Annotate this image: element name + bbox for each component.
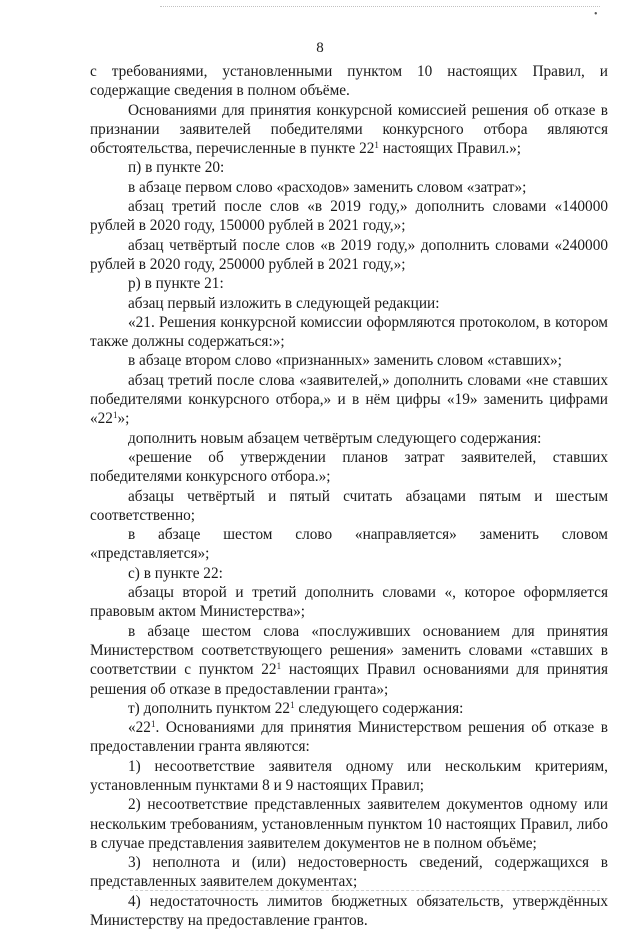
paragraph: с) в пункте 22:	[128, 564, 223, 582]
paragraph: дополнить новым абзацем четвёртым следующего содержания:	[128, 429, 542, 447]
document-body	[90, 62, 608, 930]
scan-mark: •	[594, 9, 598, 20]
paragraph: абзац четвёртый после слов «в 2019 году,» дополнить словами «240000 рублей в 2020 году, 250000 рублей в 2021 году,»;	[90, 236, 608, 273]
paragraph: с требованиями, установленными пунктом 10 настоящих Правил, и содержащие сведения в полном объёме.	[90, 63, 608, 100]
page-number: 8	[316, 40, 324, 56]
scan-artifact-bottom	[130, 890, 600, 895]
paragraph: абзацы четвёртый и пятый считать абзацами пятым и шестым соответственно;	[90, 487, 608, 524]
paragraph: Основаниями для принятия конкурсной комиссией решения об отказе в признании заявителей победителями конкурсного отбора являются обстоятельства, перечисленные в пункте $22^1$ настоящих Правил.»;	[90, 101, 608, 158]
paragraph: абзац третий после слов «в 2019 году,» дополнить словами «140000 рублей в 2020 году, 150000 рублей в 2021 году,»;	[90, 198, 608, 235]
paragraph: п) в пункте 20:	[128, 159, 225, 177]
paragraph: абзац первый изложить в следующей редакции:	[128, 294, 440, 312]
paragraph: «решение об утверждении планов затрат заявителей, ставших победителями конкурсного отбора.»;	[90, 448, 608, 486]
paragraph: 3) неполнота и (или) недостоверность сведений, содержащихся в представленных заявителем документах;	[90, 854, 608, 891]
paragraph: т) дополнить пунктом $22^1$ следующего содержания:	[128, 699, 464, 717]
paragraph: в абзаце втором слово «признанных» заменить словом «ставших»;	[128, 352, 562, 370]
paragraph: абзацы второй и третий дополнить словами «, которое оформляется правовым актом Министерства»;	[90, 584, 608, 621]
paragraph: в абзаце шестом слова «послуживших основанием для принятия Министерством соответствующего решения» заменить словами «ставших в соответствии с пунктом $22^1$ настоящих Правил основаниями для принятия решения об отказе в предоставлении гранта»;	[90, 622, 609, 698]
paragraph: «21. Решения конкурсной комиссии оформляются протоколом, в котором также должны содержаться:»;	[90, 313, 608, 351]
paragraph: 1) несоответствие заявителя одному или нескольким критериям, установленным пунктами 8 и 9 настоящих Правил;	[90, 757, 608, 794]
paragraph: «$22^1$. Основаниями для принятия Министерством решения об отказе в предоставлении гранта являются:	[90, 719, 608, 756]
scan-artifact-top	[160, 6, 600, 13]
paragraph: абзац третий после слова «заявителей,» дополнить словами «не ставших победителями конкурсного отбора,» и в нём цифры «19» заменить цифрами «$22^1$»;	[90, 371, 608, 428]
paragraph: р) в пункте 21:	[128, 275, 224, 293]
paragraph: 2) несоответствие представленных заявителем документов одному или нескольким требованиям, установленным пунктом 10 настоящих Правил, либо в случае представления заявителем документов не в полном объёме;	[90, 796, 608, 852]
paragraph: в абзаце шестом слово «направляется» заменить словом «представляется»;	[90, 526, 608, 563]
paragraph: 4) недостаточность лимитов бюджетных обязательств, утверждённых Министерству на предоставление грантов.	[90, 892, 608, 930]
paragraph: в абзаце первом слово «расходов» заменить словом «затрат»;	[128, 178, 527, 196]
